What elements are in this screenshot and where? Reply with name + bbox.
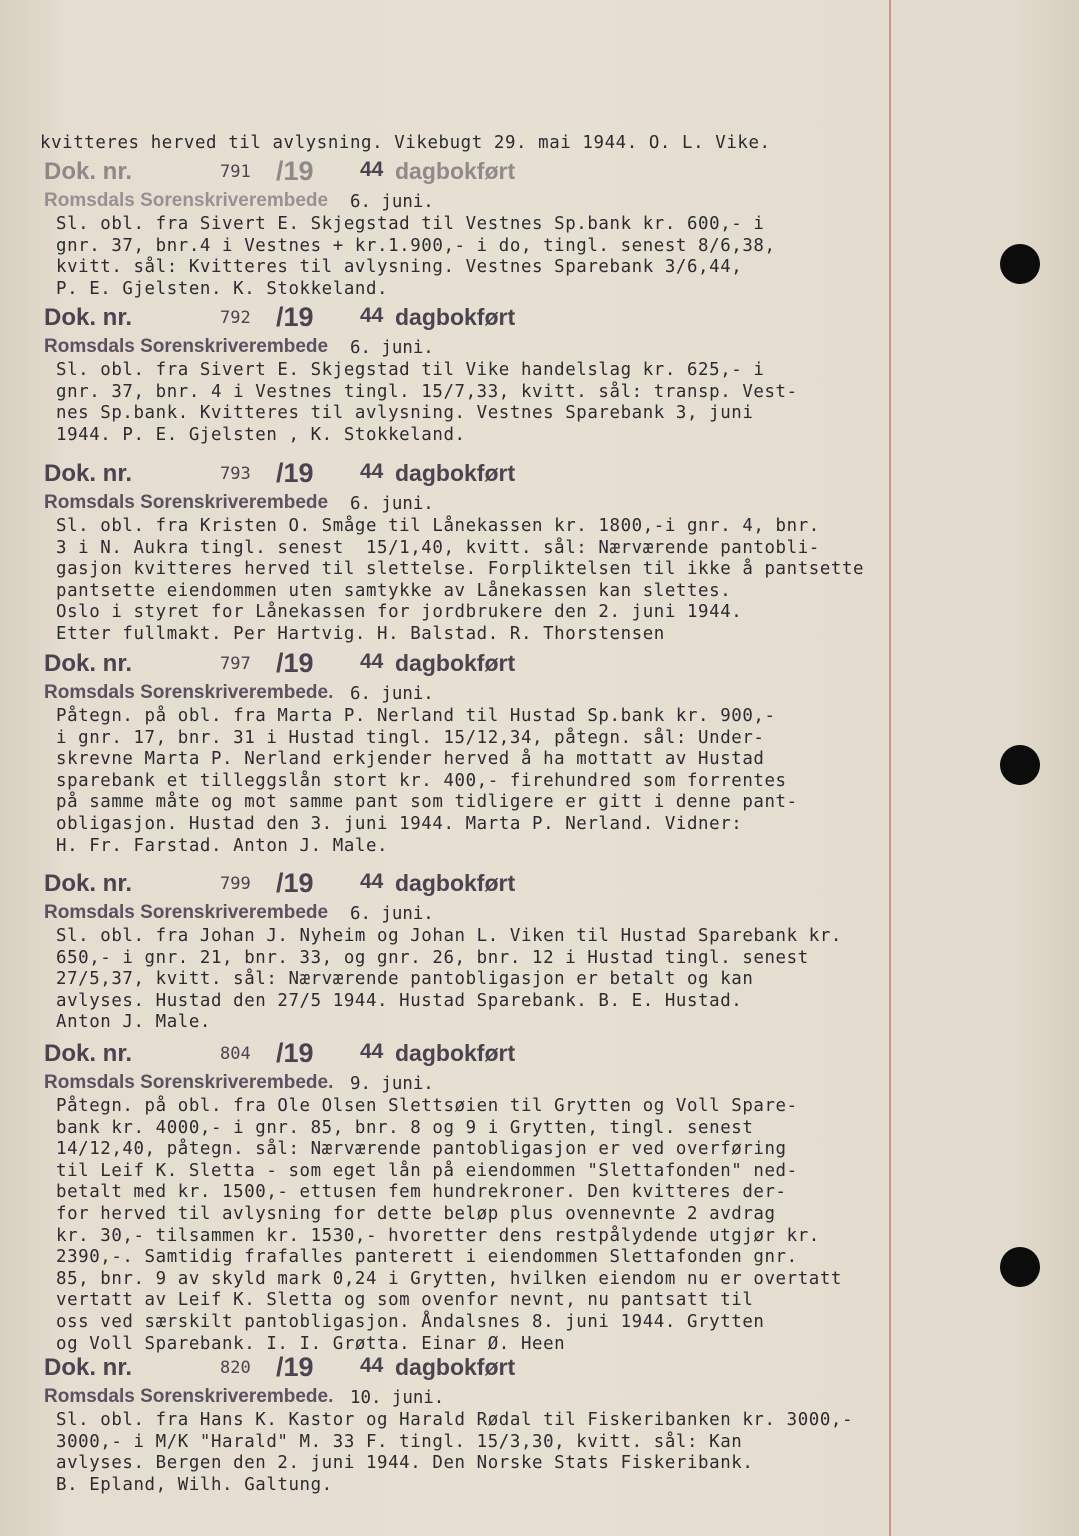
text-line: i gnr. 17, bnr. 31 i Hustad tingl. 15/12,34, påtegn. sål: Under-	[56, 727, 765, 748]
court-name: Romsdals Sorenskriverembede	[44, 190, 329, 211]
text-line: Etter fullmakt. Per Hartvig. H. Balstad. R. Thorstensen	[56, 623, 665, 644]
dok-label: Dok. nr.	[44, 1354, 133, 1381]
entry-date: 10. juni.	[350, 1388, 445, 1408]
entry-year: 44	[360, 158, 384, 181]
document-entry	[30, 1040, 910, 1355]
registration-stamp	[30, 460, 910, 490]
entry-number: 799	[220, 874, 251, 894]
document-entry	[30, 158, 910, 300]
text-line: Sl. obl. fra Sivert E. Skjegstad til Vestnes Sp.bank kr. 600,- i	[56, 214, 765, 234]
year-prefix: /19	[276, 868, 314, 898]
text-line: Påtegn. på obl. fra Ole Olsen Slettsøien til Grytten og Voll Spare-	[56, 1096, 798, 1116]
court-name: Romsdals Sorenskriverembede	[44, 492, 329, 513]
entry-date: 6. juni.	[350, 904, 434, 924]
dok-label: Dok. nr.	[44, 460, 133, 487]
text-line: H. Fr. Farstad. Anton J. Male.	[56, 835, 389, 856]
text-line: Sl. obl. fra Hans K. Kastor og Harald Rødal til Fiskeribanken kr. 3000,-	[56, 1410, 854, 1430]
dok-label: Dok. nr.	[44, 870, 133, 897]
registration-stamp	[30, 650, 910, 680]
court-line	[30, 334, 910, 360]
document-entry	[30, 870, 910, 1034]
entry-number: 797	[220, 654, 251, 674]
entry-number: 792	[220, 308, 251, 328]
document-entry	[30, 460, 910, 646]
registration-stamp	[30, 304, 910, 334]
text-line: 27/5,37, kvitt. sål: Nærværende pantobligasjon er betalt og kan	[56, 969, 754, 990]
entry-year: 44	[360, 870, 384, 893]
text-line: på samme måte og mot samme pant som tidligere er gitt i denne pant-	[56, 792, 798, 813]
text-line: Anton J. Male.	[56, 1012, 211, 1033]
court-line	[30, 490, 910, 516]
stamp-word: dagbokført	[395, 650, 516, 676]
text-line: vertatt av Leif K. Sletta og som ovenfor nevnt, nu pantsatt til	[56, 1290, 754, 1311]
punch-hole	[1000, 1247, 1040, 1287]
court-line	[30, 680, 910, 706]
punch-hole	[1000, 244, 1040, 284]
entry-year: 44	[360, 304, 384, 327]
text-line: 650,- i gnr. 21, bnr. 33, og gnr. 26, bnr. 12 i Hustad tingl. senest	[56, 947, 809, 968]
entry-text	[30, 360, 910, 446]
text-line: 85, bnr. 9 av skyld mark 0,24 i Grytten, hvilken eiendom nu er overtatt	[56, 1268, 842, 1289]
court-name: Romsdals Sorenskriverembede	[44, 336, 329, 357]
entry-text	[30, 1410, 910, 1496]
text-line: kr. 30,- tilsammen kr. 1530,- hvoretter dens restpålydende utgjør kr.	[56, 1225, 820, 1246]
stamp-word: dagbokført	[395, 158, 516, 184]
stamp-word: dagbokført	[395, 1354, 516, 1380]
entry-date: 6. juni.	[350, 192, 434, 212]
entry-date: 6. juni.	[350, 338, 434, 358]
text-line: obligasjon. Hustad den 3. juni 1944. Marta P. Nerland. Vidner:	[56, 813, 743, 834]
text-line: kvitt. sål: Kvitteres til avlysning. Vestnes Sparebank 3/6,44,	[56, 257, 743, 278]
entry-date: 6. juni.	[350, 494, 434, 514]
text-line: avlyses. Bergen den 2. juni 1944. Den Norske Stats Fiskeribank.	[56, 1453, 754, 1474]
text-line: sparebank et tilleggslån stort kr. 400,- firehundred som forrentes	[56, 770, 787, 791]
stamp-word: dagbokført	[395, 870, 516, 896]
text-line: 3 i N. Aukra tingl. senest 15/1,40, kvitt. sål: Nærværende pantobli-	[56, 537, 820, 558]
court-line	[30, 1070, 910, 1096]
text-line: til Leif K. Sletta - som eget lån på eiendommen "Slettafonden" ned-	[56, 1160, 798, 1181]
entry-number: 791	[220, 162, 251, 182]
text-line: betalt med kr. 1500,- ettusen fem hundrekroner. Den kvitteres der-	[56, 1182, 787, 1203]
text-line: avlyses. Hustad den 27/5 1944. Hustad Sparebank. B. E. Hustad.	[56, 990, 743, 1011]
entry-year: 44	[360, 1354, 384, 1377]
text-line: for herved til avlysning for dette beløp plus ovennevnte 2 avdrag	[56, 1203, 776, 1224]
dok-label: Dok. nr.	[44, 304, 133, 331]
document-entry	[30, 650, 910, 857]
court-name: Romsdals Sorenskriverembede.	[44, 1386, 334, 1407]
text-line: 3000,- i M/K "Harald" M. 33 F. tingl. 15/3,30, kvitt. sål: Kan	[56, 1431, 743, 1452]
stamp-word: dagbokført	[395, 460, 516, 486]
court-name: Romsdals Sorenskriverembede	[44, 902, 329, 923]
text-line: Sl. obl. fra Johan J. Nyheim og Johan L. Viken til Hustad Sparebank kr.	[56, 926, 842, 946]
entry-number: 804	[220, 1044, 251, 1064]
dok-label: Dok. nr.	[44, 158, 133, 185]
text-line: pantsette eiendommen uten samtykke av Lånekassen kan slettes.	[56, 580, 732, 601]
text-line: P. E. Gjelsten. K. Stokkeland.	[56, 278, 389, 299]
document-entry	[30, 1354, 910, 1496]
year-prefix: /19	[276, 302, 314, 332]
text-line: gasjon kvitteres herved til slettelse. Forpliktelsen til ikke å pantsette	[56, 559, 865, 580]
punch-hole	[1000, 745, 1040, 785]
court-name: Romsdals Sorenskriverembede.	[44, 1072, 334, 1093]
dok-label: Dok. nr.	[44, 650, 133, 677]
continuation-line: kvitteres herved til avlysning. Vikebugt 29. mai 1944. O. L. Vike.	[40, 133, 771, 153]
registration-stamp	[30, 158, 910, 188]
registration-stamp	[30, 1040, 910, 1070]
entry-date: 6. juni.	[350, 684, 434, 704]
entry-year: 44	[360, 460, 384, 483]
year-prefix: /19	[276, 458, 314, 488]
text-line: skrevne Marta P. Nerland erkjender herved å ha mottatt av Hustad	[56, 749, 765, 770]
entry-text	[30, 706, 910, 857]
text-line: gnr. 37, bnr. 4 i Vestnes tingl. 15/7,33, kvitt. sål: transp. Vest-	[56, 381, 798, 402]
year-prefix: /19	[276, 1038, 314, 1068]
text-line: oss ved særskilt pantobligasjon. Åndalsnes 8. juni 1944. Grytten	[56, 1311, 765, 1332]
text-line: 14/12,40, påtegn. sål: Nærværende pantobligasjon er ved overføring	[56, 1139, 787, 1160]
court-line	[30, 900, 910, 926]
registration-stamp	[30, 1354, 910, 1384]
entry-date: 9. juni.	[350, 1074, 434, 1094]
text-line: B. Epland, Wilh. Galtung.	[56, 1474, 333, 1495]
text-line: 1944. P. E. Gjelsten , K. Stokkeland.	[56, 424, 466, 445]
text-line: Sl. obl. fra Sivert E. Skjegstad til Vike handelslag kr. 625,- i	[56, 360, 765, 380]
text-line: og Voll Sparebank. I. I. Grøtta. Einar Ø. Heen	[56, 1333, 566, 1354]
court-line	[30, 188, 910, 214]
text-line: bank kr. 4000,- i gnr. 85, bnr. 8 og 9 i Grytten, tingl. senest	[56, 1117, 754, 1138]
text-line: Sl. obl. fra Kristen O. Småge til Lånekassen kr. 1800,-i gnr. 4, bnr.	[56, 516, 820, 536]
entry-year: 44	[360, 1040, 384, 1063]
entry-text	[30, 926, 910, 1034]
entry-number: 820	[220, 1358, 251, 1378]
year-prefix: /19	[276, 1352, 314, 1382]
text-line: Oslo i styret for Lånekassen for jordbrukere den 2. juni 1944.	[56, 602, 743, 623]
entry-number: 793	[220, 464, 251, 484]
stamp-word: dagbokført	[395, 304, 516, 330]
registration-stamp	[30, 870, 910, 900]
text-line: nes Sp.bank. Kvitteres til avlysning. Vestnes Sparebank 3, juni	[56, 403, 754, 424]
entry-year: 44	[360, 650, 384, 673]
year-prefix: /19	[276, 648, 314, 678]
court-name: Romsdals Sorenskriverembede.	[44, 682, 334, 703]
entry-text	[30, 1096, 910, 1355]
entry-text	[30, 214, 910, 300]
court-line	[30, 1384, 910, 1410]
stamp-word: dagbokført	[395, 1040, 516, 1066]
document-entry	[30, 304, 910, 446]
year-prefix: /19	[276, 156, 314, 186]
text-line: Påtegn. på obl. fra Marta P. Nerland til Hustad Sp.bank kr. 900,-	[56, 706, 776, 726]
text-line: 2390,-. Samtidig frafalles panterett i eiendommen Slettafonden gnr.	[56, 1247, 798, 1268]
text-line: gnr. 37, bnr.4 i Vestnes + kr.1.900,- i do, tingl. senest 8/6,38,	[56, 235, 776, 256]
entry-text	[30, 516, 910, 646]
dok-label: Dok. nr.	[44, 1040, 133, 1067]
